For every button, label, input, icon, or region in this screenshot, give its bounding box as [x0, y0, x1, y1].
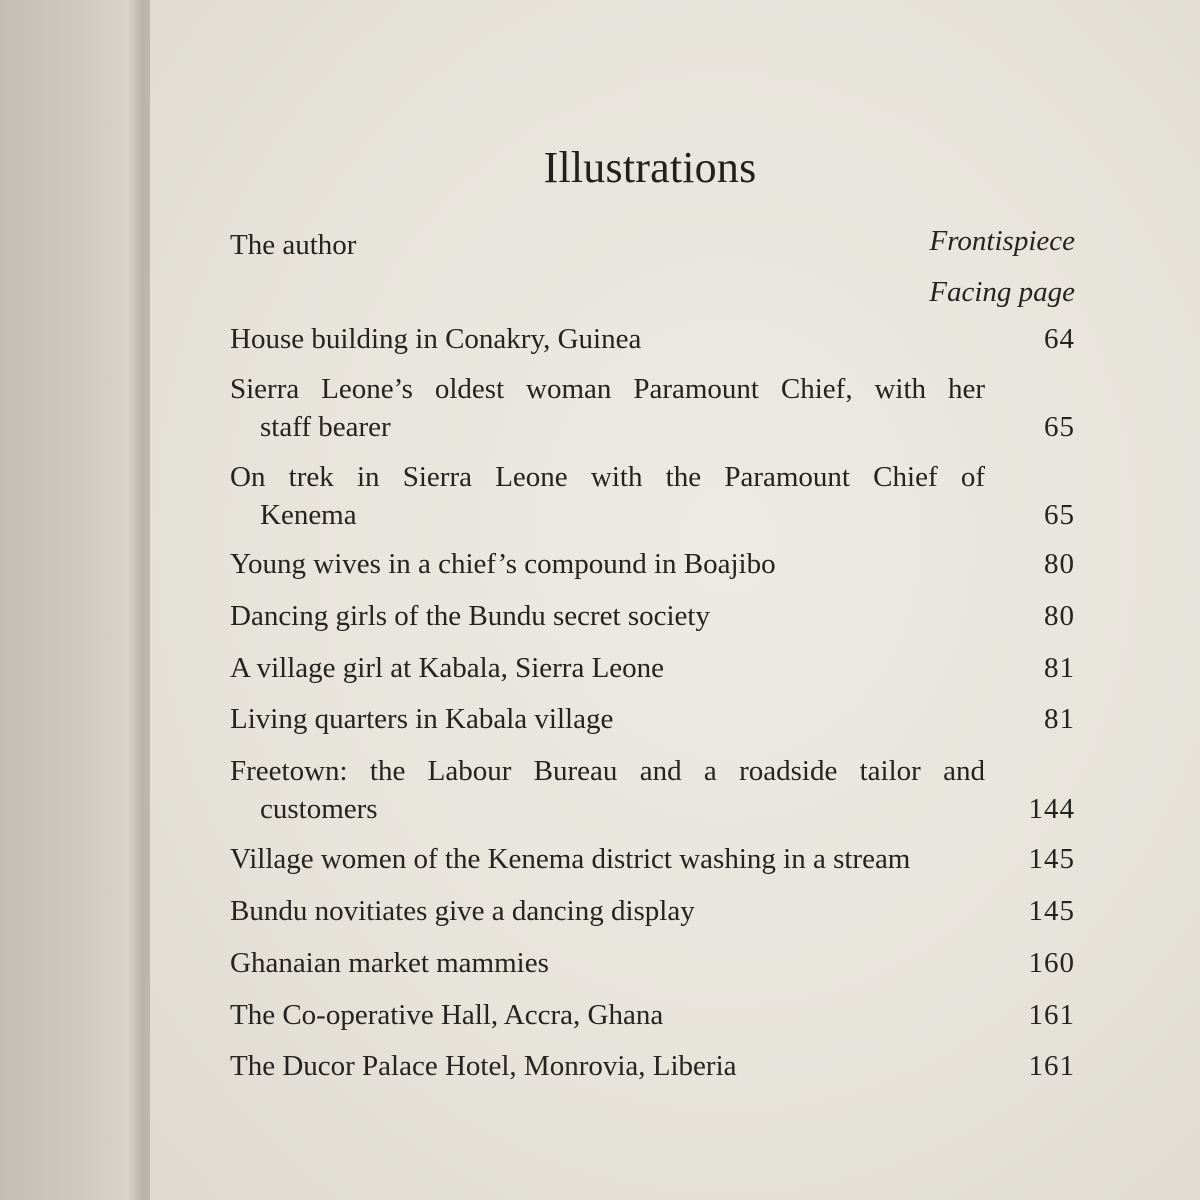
entry-caption: Bundu novitiates give a dancing display [230, 895, 695, 927]
list-item [230, 840, 1075, 878]
entry-caption-continued: Kenema [260, 499, 357, 531]
list-item [230, 996, 1075, 1034]
entry-page-number: 144 [1028, 793, 1075, 825]
entry-page-number: 160 [1028, 947, 1075, 979]
entry-caption: Sierra Leone’s oldest woman Paramount Chief, with her [230, 373, 985, 405]
entry-caption: Young wives in a chief’s compound in Boajibo [230, 548, 776, 580]
list-item [230, 649, 1075, 687]
entry-page-number: 64 [1044, 323, 1075, 355]
entry-caption-continued: customers [260, 793, 378, 825]
entry-caption: House building in Conakry, Guinea [230, 323, 642, 355]
entry-page-number: 65 [1044, 499, 1075, 531]
entry-page-number: 65 [1044, 411, 1075, 443]
entry-page-number: 161 [1028, 999, 1075, 1031]
entry-caption: Dancing girls of the Bundu secret society [230, 600, 710, 632]
entry-caption: Freetown: the Labour Bureau and a roadside tailor and [230, 755, 985, 787]
entry-page-number: 161 [1028, 1050, 1075, 1082]
entry-caption: Living quarters in Kabala village [230, 703, 614, 735]
entry-caption-continued: staff bearer [260, 411, 391, 443]
author-entry-page: Frontispiece [929, 225, 1075, 257]
entry-caption: The Ducor Palace Hotel, Monrovia, Liberia [230, 1050, 737, 1082]
list-item [230, 458, 1075, 534]
entry-caption: The Co-operative Hall, Accra, Ghana [230, 999, 664, 1031]
entry-page-number: 81 [1044, 652, 1075, 684]
entry-caption: On trek in Sierra Leone with the Paramount Chief of [230, 461, 985, 493]
list-item [230, 370, 1075, 446]
author-entry-label: The author [230, 229, 357, 261]
list-item [230, 892, 1075, 930]
entry-page-number: 145 [1028, 895, 1075, 927]
entry-page-number: 80 [1044, 600, 1075, 632]
entry-page-number: 80 [1044, 548, 1075, 580]
entry-caption: Village women of the Kenema district washing in a stream [230, 843, 911, 875]
entry-page-number: 145 [1028, 843, 1075, 875]
list-item [230, 545, 1075, 583]
list-item [230, 700, 1075, 738]
list-item [230, 944, 1075, 982]
book-page [150, 0, 1200, 1200]
facing-page-header: Facing page [929, 276, 1075, 308]
list-item [230, 597, 1075, 635]
entry-caption: Ghanaian market mammies [230, 947, 549, 979]
list-item [230, 1047, 1075, 1085]
page-content [150, 0, 1200, 1200]
entry-caption: A village girl at Kabala, Sierra Leone [230, 652, 665, 684]
page-title: Illustrations [543, 143, 757, 192]
list-item [230, 752, 1075, 828]
entry-page-number: 81 [1044, 703, 1075, 735]
author-entry [230, 226, 1075, 264]
list-item [230, 320, 1075, 358]
